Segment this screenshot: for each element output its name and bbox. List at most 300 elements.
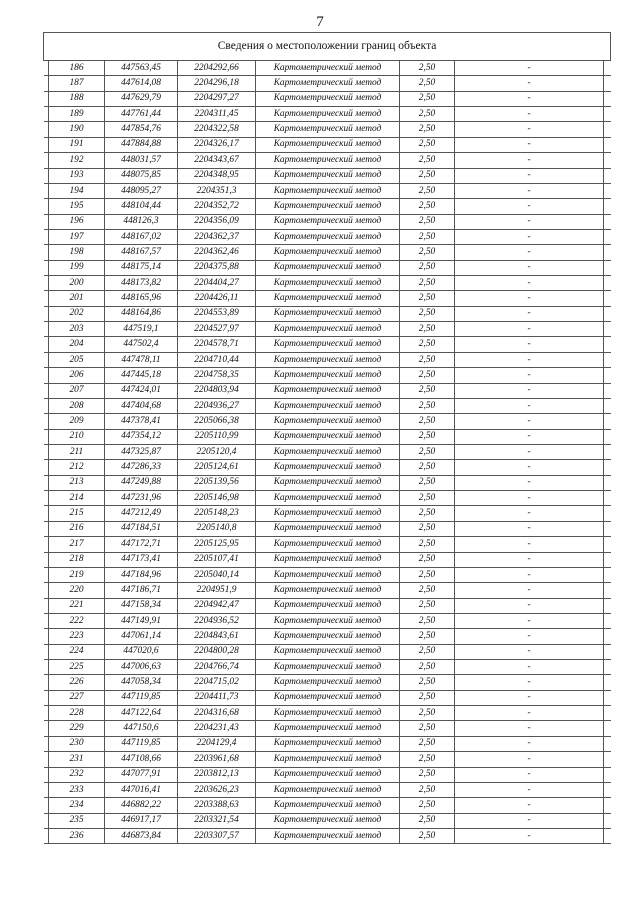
point-number: 227 [49,690,105,705]
determination-method: Картометрический метод [256,736,400,751]
row-pad [604,168,611,183]
point-description: - [455,429,604,444]
determination-method: Картометрический метод [256,460,400,475]
table-row [44,721,611,736]
point-description: - [455,798,604,813]
determination-method: Картометрический метод [256,613,400,628]
coordinate-y: 2204129,4 [178,736,256,751]
coordinate-y: 2203626,23 [178,782,256,797]
coordinate-x: 447108,66 [105,752,178,767]
accuracy-value: 2,50 [400,598,455,613]
determination-method: Картометрический метод [256,690,400,705]
point-description: - [455,368,604,383]
coordinate-x: 447629,79 [105,91,178,106]
row-pad [604,736,611,751]
row-pad [604,291,611,306]
coordinate-x: 448095,27 [105,183,178,198]
coordinate-x: 447149,91 [105,613,178,628]
coordinate-x: 448126,3 [105,214,178,229]
accuracy-value: 2,50 [400,107,455,122]
coordinate-y: 2203307,57 [178,828,256,843]
coordinate-x: 447354,12 [105,429,178,444]
accuracy-value: 2,50 [400,752,455,767]
row-pad [604,429,611,444]
row-pad [604,414,611,429]
determination-method: Картометрический метод [256,660,400,675]
coordinate-x: 447286,33 [105,460,178,475]
row-pad [604,245,611,260]
coordinate-y: 2204292,66 [178,61,256,76]
point-description: - [455,782,604,797]
point-number: 198 [49,245,105,260]
determination-method: Картометрический метод [256,229,400,244]
determination-method: Картометрический метод [256,521,400,536]
row-pad [604,444,611,459]
point-number: 189 [49,107,105,122]
coordinate-x: 447378,41 [105,414,178,429]
table-row [44,245,611,260]
determination-method: Картометрический метод [256,368,400,383]
determination-method: Картометрический метод [256,828,400,843]
coordinate-y: 2204231,43 [178,721,256,736]
coordinate-y: 2204936,52 [178,613,256,628]
point-description: - [455,506,604,521]
row-pad [604,721,611,736]
point-description: - [455,245,604,260]
point-description: - [455,475,604,490]
determination-method: Картометрический метод [256,383,400,398]
point-number: 195 [49,199,105,214]
coordinate-x: 447058,34 [105,675,178,690]
row-pad [604,229,611,244]
determination-method: Картометрический метод [256,183,400,198]
determination-method: Картометрический метод [256,567,400,582]
accuracy-value: 2,50 [400,537,455,552]
accuracy-value: 2,50 [400,828,455,843]
table-row [44,552,611,567]
coordinate-y: 2204578,71 [178,337,256,352]
point-number: 226 [49,675,105,690]
table-row [44,491,611,506]
coordinate-x: 448165,96 [105,291,178,306]
point-description: - [455,767,604,782]
accuracy-value: 2,50 [400,429,455,444]
coordinate-y: 2205148,23 [178,506,256,521]
table-row [44,183,611,198]
determination-method: Картометрический метод [256,444,400,459]
coordinate-x: 448175,14 [105,260,178,275]
point-number: 205 [49,352,105,367]
coordinate-y: 2204311,45 [178,107,256,122]
point-number: 236 [49,828,105,843]
point-number: 194 [49,183,105,198]
accuracy-value: 2,50 [400,337,455,352]
determination-method: Картометрический метод [256,767,400,782]
coordinate-y: 2204766,74 [178,660,256,675]
determination-method: Картометрический метод [256,782,400,797]
accuracy-value: 2,50 [400,76,455,91]
table-row [44,352,611,367]
accuracy-value: 2,50 [400,521,455,536]
accuracy-value: 2,50 [400,306,455,321]
accuracy-value: 2,50 [400,122,455,137]
row-pad [604,660,611,675]
accuracy-value: 2,50 [400,475,455,490]
accuracy-value: 2,50 [400,644,455,659]
determination-method: Картометрический метод [256,276,400,291]
coordinate-y: 2205140,8 [178,521,256,536]
accuracy-value: 2,50 [400,552,455,567]
coordinate-y: 2204375,88 [178,260,256,275]
coordinate-y: 2204326,17 [178,137,256,152]
point-number: 222 [49,613,105,628]
determination-method: Картометрический метод [256,214,400,229]
determination-method: Картометрический метод [256,491,400,506]
coordinate-y: 2204715,02 [178,675,256,690]
row-pad [604,521,611,536]
row-pad [604,76,611,91]
point-description: - [455,675,604,690]
coordinate-y: 2204951,9 [178,583,256,598]
determination-method: Картометрический метод [256,199,400,214]
coordinate-x: 447231,96 [105,491,178,506]
coordinate-y: 2204553,89 [178,306,256,321]
row-pad [604,552,611,567]
point-number: 212 [49,460,105,475]
row-pad [604,675,611,690]
coordinate-y: 2204348,95 [178,168,256,183]
boundary-coordinates-table [43,32,611,844]
coordinate-x: 447325,87 [105,444,178,459]
table-row [44,613,611,628]
coordinate-y: 2204296,18 [178,76,256,91]
coordinate-x: 448167,02 [105,229,178,244]
row-pad [604,828,611,843]
coordinate-x: 447502,4 [105,337,178,352]
point-number: 217 [49,537,105,552]
determination-method: Картометрический метод [256,629,400,644]
point-description: - [455,690,604,705]
coordinate-y: 2204297,27 [178,91,256,106]
determination-method: Картометрический метод [256,352,400,367]
table-row [44,429,611,444]
accuracy-value: 2,50 [400,444,455,459]
table-row [44,214,611,229]
row-pad [604,598,611,613]
coordinate-x: 448173,82 [105,276,178,291]
point-description: - [455,229,604,244]
determination-method: Картометрический метод [256,552,400,567]
point-number: 208 [49,398,105,413]
accuracy-value: 2,50 [400,153,455,168]
coordinate-y: 2204322,58 [178,122,256,137]
coordinate-y: 2205040,14 [178,567,256,582]
determination-method: Картометрический метод [256,414,400,429]
table-row [44,798,611,813]
table-row [44,598,611,613]
table-row [44,537,611,552]
coordinate-y: 2204803,94 [178,383,256,398]
point-description: - [455,122,604,137]
table-row [44,583,611,598]
point-number: 230 [49,736,105,751]
coordinate-y: 2204758,35 [178,368,256,383]
accuracy-value: 2,50 [400,506,455,521]
table-row [44,706,611,721]
point-description: - [455,260,604,275]
coordinate-x: 447119,85 [105,690,178,705]
point-description: - [455,352,604,367]
point-description: - [455,460,604,475]
table-row [44,736,611,751]
row-pad [604,153,611,168]
point-description: - [455,813,604,828]
coordinate-y: 2205066,38 [178,414,256,429]
point-number: 211 [49,444,105,459]
accuracy-value: 2,50 [400,706,455,721]
coordinate-x: 448104,44 [105,199,178,214]
determination-method: Картометрический метод [256,291,400,306]
point-number: 193 [49,168,105,183]
coordinate-x: 447184,51 [105,521,178,536]
point-number: 218 [49,552,105,567]
coordinate-y: 2204356,09 [178,214,256,229]
point-number: 209 [49,414,105,429]
coordinate-x: 447006,63 [105,660,178,675]
point-number: 204 [49,337,105,352]
table-row [44,153,611,168]
row-pad [604,629,611,644]
point-description: - [455,276,604,291]
row-pad [604,782,611,797]
point-description: - [455,91,604,106]
point-description: - [455,61,604,76]
coordinate-y: 2204426,11 [178,291,256,306]
table-row [44,168,611,183]
determination-method: Картометрический метод [256,706,400,721]
point-number: 192 [49,153,105,168]
accuracy-value: 2,50 [400,199,455,214]
point-description: - [455,199,604,214]
determination-method: Картометрический метод [256,137,400,152]
accuracy-value: 2,50 [400,460,455,475]
row-pad [604,260,611,275]
coordinate-x: 447119,85 [105,736,178,751]
point-description: - [455,537,604,552]
coordinate-x: 447854,76 [105,122,178,137]
point-description: - [455,137,604,152]
point-description: - [455,168,604,183]
table-row [44,368,611,383]
point-number: 229 [49,721,105,736]
coordinate-x: 447212,49 [105,506,178,521]
row-pad [604,337,611,352]
row-pad [604,137,611,152]
accuracy-value: 2,50 [400,675,455,690]
row-pad [604,91,611,106]
coordinate-x: 447172,71 [105,537,178,552]
coordinate-x: 448075,85 [105,168,178,183]
point-number: 235 [49,813,105,828]
accuracy-value: 2,50 [400,291,455,306]
point-number: 186 [49,61,105,76]
accuracy-value: 2,50 [400,398,455,413]
page-number: 7 [316,14,324,30]
determination-method: Картометрический метод [256,475,400,490]
row-pad [604,706,611,721]
row-pad [604,752,611,767]
point-number: 187 [49,76,105,91]
row-pad [604,183,611,198]
point-description: - [455,521,604,536]
row-pad [604,276,611,291]
accuracy-value: 2,50 [400,91,455,106]
accuracy-value: 2,50 [400,721,455,736]
coordinate-y: 2204527,97 [178,322,256,337]
accuracy-value: 2,50 [400,276,455,291]
accuracy-value: 2,50 [400,61,455,76]
table-row [44,398,611,413]
table-row [44,660,611,675]
coordinate-y: 2204316,68 [178,706,256,721]
table-row [44,675,611,690]
coordinate-x: 448031,57 [105,153,178,168]
point-number: 225 [49,660,105,675]
accuracy-value: 2,50 [400,368,455,383]
point-number: 223 [49,629,105,644]
row-pad [604,537,611,552]
determination-method: Картометрический метод [256,506,400,521]
point-description: - [455,567,604,582]
accuracy-value: 2,50 [400,613,455,628]
row-pad [604,460,611,475]
coordinate-x: 447478,11 [105,352,178,367]
point-number: 201 [49,291,105,306]
coordinate-y: 2203388,63 [178,798,256,813]
table-row [44,506,611,521]
point-number: 224 [49,644,105,659]
point-description: - [455,107,604,122]
table-row [44,414,611,429]
determination-method: Картометрический метод [256,337,400,352]
point-number: 213 [49,475,105,490]
point-number: 228 [49,706,105,721]
determination-method: Картометрический метод [256,752,400,767]
coordinate-x: 447158,34 [105,598,178,613]
coordinate-x: 446873,84 [105,828,178,843]
determination-method: Картометрический метод [256,813,400,828]
table-row [44,644,611,659]
accuracy-value: 2,50 [400,491,455,506]
point-number: 196 [49,214,105,229]
point-number: 233 [49,782,105,797]
coordinate-y: 2203961,68 [178,752,256,767]
point-number: 210 [49,429,105,444]
coordinate-y: 2205139,56 [178,475,256,490]
coordinate-x: 448167,57 [105,245,178,260]
point-description: - [455,660,604,675]
coordinate-x: 448164,86 [105,306,178,321]
point-description: - [455,398,604,413]
table-row [44,690,611,705]
coordinate-y: 2205107,41 [178,552,256,567]
coordinate-x: 447614,08 [105,76,178,91]
coordinate-y: 2204843,61 [178,629,256,644]
table-row [44,107,611,122]
coordinate-y: 2204800,28 [178,644,256,659]
row-pad [604,644,611,659]
coordinate-x: 447563,45 [105,61,178,76]
table-row [44,475,611,490]
determination-method: Картометрический метод [256,798,400,813]
point-description: - [455,552,604,567]
section-title-row [44,33,611,61]
determination-method: Картометрический метод [256,322,400,337]
point-description: - [455,414,604,429]
point-description: - [455,153,604,168]
coordinate-x: 447186,71 [105,583,178,598]
row-pad [604,798,611,813]
table-row [44,782,611,797]
accuracy-value: 2,50 [400,567,455,582]
coordinate-x: 447404,68 [105,398,178,413]
table-row [44,444,611,459]
row-pad [604,214,611,229]
determination-method: Картометрический метод [256,306,400,321]
coordinate-y: 2204343,67 [178,153,256,168]
accuracy-value: 2,50 [400,383,455,398]
coordinate-y: 2205146,98 [178,491,256,506]
point-number: 197 [49,229,105,244]
point-description: - [455,322,604,337]
row-pad [604,767,611,782]
row-pad [604,613,611,628]
table-row [44,291,611,306]
row-pad [604,383,611,398]
table-row [44,276,611,291]
coordinate-y: 2203321,54 [178,813,256,828]
determination-method: Картометрический метод [256,61,400,76]
point-description: - [455,706,604,721]
coordinate-y: 2204710,44 [178,352,256,367]
point-number: 231 [49,752,105,767]
determination-method: Картометрический метод [256,675,400,690]
table-row [44,567,611,582]
point-number: 190 [49,122,105,137]
accuracy-value: 2,50 [400,813,455,828]
accuracy-value: 2,50 [400,260,455,275]
determination-method: Картометрический метод [256,429,400,444]
accuracy-value: 2,50 [400,229,455,244]
determination-method: Картометрический метод [256,644,400,659]
accuracy-value: 2,50 [400,767,455,782]
row-pad [604,491,611,506]
table-row [44,229,611,244]
point-number: 221 [49,598,105,613]
coordinate-x: 447445,18 [105,368,178,383]
table-row [44,137,611,152]
determination-method: Картометрический метод [256,537,400,552]
point-number: 216 [49,521,105,536]
determination-method: Картометрический метод [256,107,400,122]
coordinate-y: 2205124,61 [178,460,256,475]
table-row [44,306,611,321]
row-pad [604,352,611,367]
accuracy-value: 2,50 [400,629,455,644]
accuracy-value: 2,50 [400,214,455,229]
coordinate-y: 2204411,73 [178,690,256,705]
coordinate-x: 447122,64 [105,706,178,721]
